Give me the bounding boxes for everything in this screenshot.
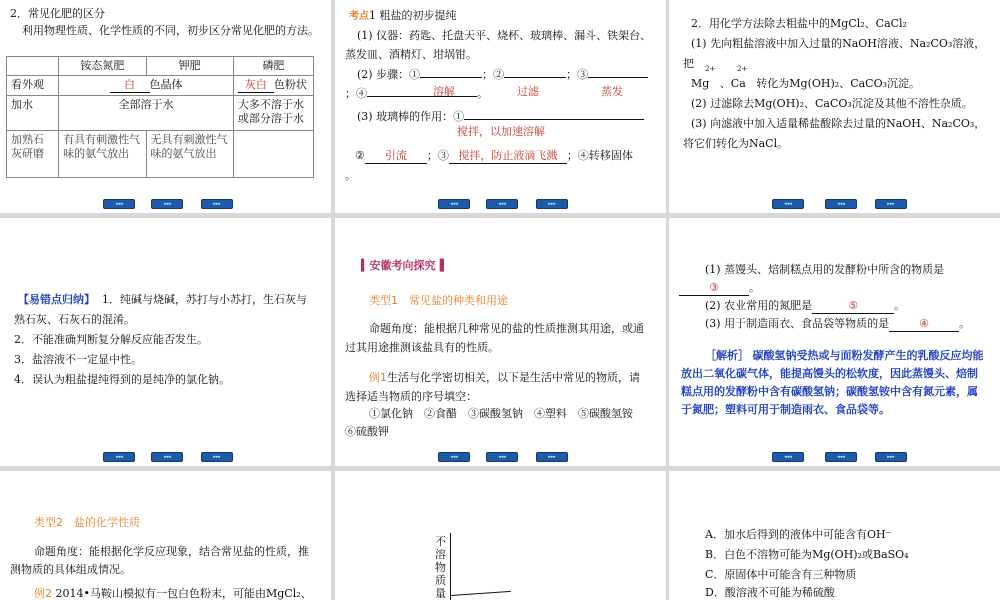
prev-button[interactable]: ◂◂◂	[438, 452, 470, 462]
text-line: 把	[683, 57, 694, 70]
rod-label: (3) 玻璃棒的作用：①	[357, 110, 465, 123]
step-end: 。	[477, 87, 488, 100]
table-header: 磷肥	[233, 57, 313, 76]
question-text: (2) 农业常用的氮肥是	[705, 299, 813, 312]
step-label: ；④	[345, 87, 367, 100]
text-line: (1) 先向粗盐溶液中加入过量的NaOH溶液、Na₂CO₃溶液，	[691, 37, 986, 50]
y-axis	[450, 533, 451, 600]
table-header: 钾肥	[146, 57, 233, 76]
slide-salt-purification	[335, 0, 666, 213]
grinding-cell: 无具有刺激性气味的氨气放出	[146, 131, 233, 178]
axis-char: 物	[435, 561, 446, 574]
home-button[interactable]: ◂◂◂	[151, 199, 183, 209]
mistake-line: 熟石灰、石灰石的混淆。	[14, 313, 135, 326]
superscript: 2+	[705, 65, 716, 73]
slide-graph	[335, 471, 666, 600]
question-line	[705, 316, 970, 332]
option-d[interactable]: D．酸溶液不可能为稀硫酸	[705, 586, 835, 599]
fertilizer-table	[6, 56, 314, 178]
analysis-line: 放出二氧化碳气体，能提高馒头的松软度，因此蒸馒头、焙制	[681, 367, 978, 380]
option-b[interactable]: B．白色不溶物可能为Mg(OH)₂或BaSO₄	[705, 548, 909, 561]
grinding-cell: 有具有刺激性气味的氨气放出	[59, 131, 146, 178]
question-line: (1) 蒸馒头、焙制糕点用的发酵粉中所含的物质是	[705, 263, 945, 276]
rod-label: ；③	[426, 149, 449, 162]
section-banner: ▍安徽考向探究▐	[361, 259, 444, 272]
text-line	[345, 86, 488, 101]
text-line	[357, 109, 644, 124]
example-tag: 例2	[34, 587, 52, 600]
next-button[interactable]: ▸▸▸	[875, 199, 907, 209]
row-label: 看外观	[7, 76, 59, 96]
text-line	[355, 148, 633, 164]
text-line: 。	[345, 169, 356, 182]
grinding-cell	[233, 131, 313, 178]
answer-4: ④	[919, 317, 930, 330]
slide-salt-types	[335, 218, 666, 466]
home-button[interactable]: ◂◂◂	[486, 199, 518, 209]
analysis-line: 于氮肥；塑料可用于制造雨衣、食品袋等。	[681, 403, 890, 416]
row-label: 加水	[7, 96, 59, 131]
text-line: 选择适当物质的序号填空：	[345, 390, 477, 403]
question-line	[705, 298, 905, 314]
mistake-line: 2．不能准确判断复分解反应能否发生。	[14, 333, 208, 346]
solubility-cell: 大多不溶于水或部分溶于水	[233, 96, 313, 131]
question-text: (3) 用于制造雨衣、食品袋等物质的是	[705, 317, 890, 330]
slide-nav	[0, 452, 331, 462]
slide-chemical-removal	[669, 0, 1000, 213]
example-text: 生活与化学密切相关，以下是生活中常见的物质，请	[387, 371, 640, 384]
answer-filter: 过滤	[517, 85, 539, 98]
axis-char: 不	[435, 535, 446, 548]
ion-mg: Mg	[691, 77, 710, 90]
step-label: (2) 步骤：①	[357, 68, 421, 81]
prev-button[interactable]: ◂◂◂	[103, 452, 135, 462]
text-line	[357, 67, 648, 82]
text-line: 2．用化学方法除去粗盐中的MgCl₂、CaCl₂	[691, 17, 907, 30]
options-line: ①氯化钠 ②食醋 ③碳酸氢钠 ④塑料 ⑤碳酸氢铵	[369, 407, 633, 420]
prev-button[interactable]: ◂◂◂	[103, 199, 135, 209]
mistake-line: 1．纯碱与烧碱，苏打与小苏打，生石灰与	[102, 293, 307, 306]
appearance-cell	[59, 76, 234, 96]
line-end: 。	[749, 281, 760, 294]
table-header	[7, 57, 59, 76]
type-heading: 类型2 盐的化学性质	[34, 516, 140, 529]
answer-stir: 搅拌，以加速溶解	[457, 125, 545, 138]
intro: 利用物理性质、化学性质的不同，初步区分常见化肥的方法。	[22, 24, 319, 37]
rod-label: ②	[355, 149, 365, 162]
analysis-line	[705, 348, 984, 363]
mistake-line: 4．误认为粗盐提纯得到的是纯净的氯化钠。	[14, 373, 230, 386]
next-button[interactable]: ▸▸▸	[201, 199, 233, 209]
curve-line	[451, 591, 511, 596]
ion-ca: 、Ca	[719, 77, 746, 90]
next-button[interactable]: ▸▸▸	[536, 452, 568, 462]
analysis-tag: ［解析］	[705, 349, 749, 362]
slide-options	[669, 471, 1000, 600]
conversion-text: 转化为Mg(OH)₂、CaCO₃沉淀。	[756, 77, 921, 90]
text-line: (3) 向滤液中加入适量稀盐酸除去过量的NaOH、Na₂CO₃，	[691, 117, 986, 130]
answer-evaporate: 蒸发	[601, 85, 623, 98]
text-line: 蒸发皿、酒精灯、坩埚钳。	[345, 48, 477, 61]
text-line	[34, 586, 312, 600]
slide-fertilizer	[0, 0, 331, 213]
answer-line	[679, 280, 760, 296]
answer-guide: 引流	[384, 149, 407, 162]
prev-button[interactable]: ◂◂◂	[772, 452, 804, 462]
step-label: ；③	[566, 68, 589, 81]
solubility-cell: 全部溶于水	[59, 96, 234, 131]
step-label: ；②	[482, 68, 505, 81]
text-line: 测物质的具体组成情况。	[10, 563, 131, 576]
home-button[interactable]: ◂◂◂	[825, 452, 857, 462]
slide-title	[349, 8, 457, 24]
line-end: 。	[959, 317, 971, 330]
appearance-text: 色晶体	[149, 78, 183, 91]
text-line	[369, 370, 640, 385]
mistake-tag: 【易错点归纳】	[18, 293, 95, 306]
answer-dissolve: 溶解	[433, 85, 455, 98]
example-tag: 例1	[369, 371, 387, 384]
prev-button[interactable]: ◂◂◂	[438, 199, 470, 209]
slide-nav	[669, 452, 1000, 462]
text-line: 命题角度：能根据化学反应现象，结合常见盐的性质，推	[34, 545, 309, 558]
kaodian-label: 考点	[349, 11, 369, 22]
axis-char: 量	[435, 587, 446, 600]
y-axis-label	[435, 535, 449, 600]
home-button[interactable]: ◂◂◂	[151, 452, 183, 462]
answer-white: 白	[124, 78, 136, 91]
example-text: 2014•马鞍山模拟有一包白色粉末，可能由MgCl₂、	[55, 587, 312, 600]
text-line	[691, 76, 920, 91]
analysis-text: 碳酸氢钠受热或与面粉发酵产生的乳酸反应均能	[752, 349, 984, 362]
next-button[interactable]: ▸▸▸	[536, 199, 568, 209]
text-line: (2) 过滤除去Mg(OH)₂、CaCO₃沉淀及其他不溶性杂质。	[691, 97, 973, 110]
text-line: (1) 仪器：药匙、托盘天平、烧杯、玻璃棒、漏斗、铁架台、	[357, 29, 652, 42]
analysis-line: 糕点用的发酵粉中含有碳酸氢钠；碳酸氢铵中含有氮元素，属	[681, 385, 978, 398]
line-end: 。	[894, 299, 906, 312]
text-line: 命题角度：能根据几种常见的盐的性质推测其用途，或通	[369, 322, 644, 335]
title-text: 粗盐的初步提纯	[379, 9, 457, 22]
title-number: 1	[369, 9, 376, 22]
slide-nav	[335, 199, 666, 209]
slide-nav	[669, 199, 1000, 209]
table-header: 铵态氮肥	[59, 57, 146, 76]
axis-char: 质	[435, 574, 446, 587]
text-line: 过其用途推测该盐具有的性质。	[345, 341, 499, 354]
answer-gray: 灰白	[244, 78, 267, 91]
appearance-text: 色粉状	[273, 78, 307, 91]
text-line	[18, 292, 307, 307]
option-a[interactable]: A．加水后得到的液体中可能含有OH⁻	[705, 528, 892, 541]
next-button[interactable]: ▸▸▸	[875, 452, 907, 462]
options-line: ⑥硫酸钾	[345, 425, 389, 438]
row-label: 加熟石灰研磨	[7, 131, 59, 178]
home-button[interactable]: ◂◂◂	[486, 452, 518, 462]
slide-nav	[335, 452, 666, 462]
next-button[interactable]: ▸▸▸	[201, 452, 233, 462]
slide-salt-properties	[0, 471, 331, 600]
slide-nav	[0, 199, 331, 209]
superscript: 2+	[737, 65, 748, 73]
answer-splash: 搅拌，防止液滴飞溅	[458, 149, 558, 162]
slide-answer-analysis	[669, 218, 1000, 466]
home-button[interactable]: ◂◂◂	[825, 199, 857, 209]
type-heading: 类型1 常见盐的种类和用途	[369, 294, 508, 307]
prev-button[interactable]: ◂◂◂	[772, 199, 804, 209]
option-c[interactable]: C．原固体中可能含有三种物质	[705, 568, 857, 581]
appearance-cell	[233, 76, 313, 96]
mistake-line: 3．盐溶液不一定显中性。	[14, 353, 142, 366]
text-line: 将它们转化为NaCl。	[683, 137, 789, 150]
answer-5: ⑤	[848, 299, 859, 312]
rod-label: ；④转移固体	[566, 149, 633, 162]
slide-common-mistakes	[0, 218, 331, 466]
heading: 2．常见化肥的区分	[10, 7, 105, 20]
answer-3: ③	[709, 281, 719, 294]
axis-char: 溶	[435, 548, 446, 561]
